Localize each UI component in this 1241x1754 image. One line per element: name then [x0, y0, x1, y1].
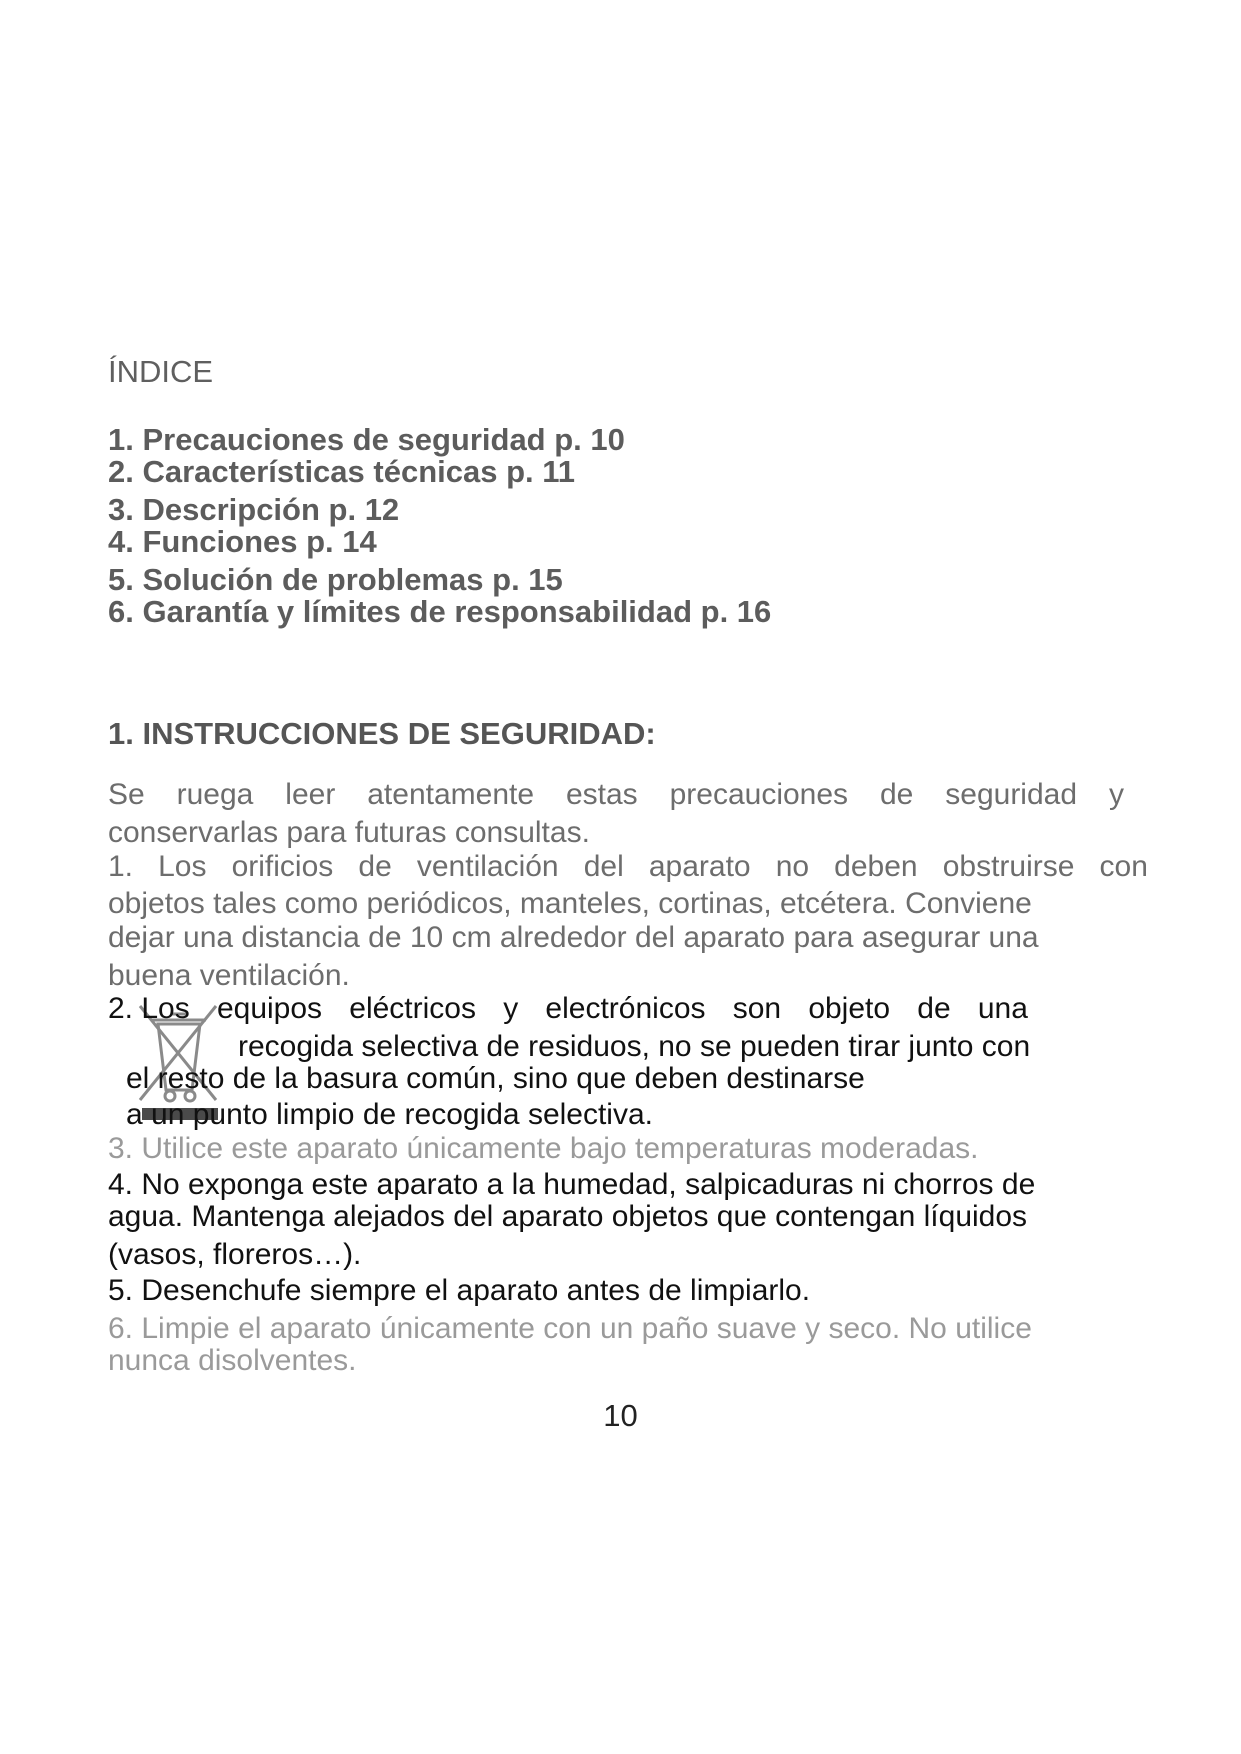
word: ruega: [176, 778, 254, 811]
word: del: [583, 850, 624, 883]
word: equipos: [216, 992, 323, 1025]
word: ventilación: [416, 850, 559, 883]
item3-line: 3. Utilice este aparato únicamente bajo temperaturas moderadas.: [108, 1132, 979, 1165]
toc-item-6: 6. Garantía y límites de responsabilidad p. 16: [108, 594, 772, 629]
word: atentamente: [367, 778, 535, 811]
item4-line-2: agua. Mantenga alejados del aparato objetos que contengan líquidos: [108, 1200, 1028, 1233]
safety-section-title: 1. INSTRUCCIONES DE SEGURIDAD:: [108, 716, 656, 751]
intro-line-1: [108, 780, 1124, 810]
item5-line: 5. Desenchufe siempre el aparato antes de limpiarlo.: [108, 1274, 811, 1307]
item6-line-2: nunca disolventes.: [108, 1344, 357, 1377]
word: aparato: [648, 850, 751, 883]
word: obstruirse: [942, 850, 1075, 883]
word: seguridad: [945, 778, 1078, 811]
toc-item-4: 4. Funciones p. 14: [108, 524, 377, 559]
word: de: [358, 850, 392, 883]
toc-item-3: 3. Descripción p. 12: [108, 492, 400, 527]
word: precauciones: [669, 778, 849, 811]
word: electrónicos: [545, 992, 706, 1025]
word: y: [1108, 778, 1124, 811]
toc-item-2: 2. Características técnicas p. 11: [108, 454, 576, 489]
item1-line-3: dejar una distancia de 10 cm alrededor del aparato para asegurar una: [108, 921, 1039, 954]
item2-line-2: recogida selectiva de residuos, no se pueden tirar junto con: [238, 1030, 1031, 1063]
item1-line-1: [108, 852, 1148, 882]
index-title: ÍNDICE: [108, 354, 214, 389]
word: de: [879, 778, 914, 811]
item4-line-3: (vasos, floreros…).: [108, 1238, 362, 1271]
word: objeto: [808, 992, 891, 1025]
word: 1.: [108, 850, 134, 883]
word: Los: [158, 850, 207, 883]
toc-item-5: 5. Solución de problemas p. 15: [108, 562, 563, 597]
toc-item-1: 1. Precauciones de seguridad p. 10: [108, 422, 625, 457]
word: con: [1099, 850, 1148, 883]
item2-line-3: el resto de la basura común, sino que deben destinarse: [126, 1062, 865, 1095]
item1-line-2: objetos tales como periódicos, manteles, cortinas, etcétera. Conviene: [108, 887, 1032, 920]
item2-line-1: [108, 994, 1028, 1024]
word: no: [775, 850, 810, 883]
word: deben: [834, 850, 918, 883]
item6-line-1: 6. Limpie el aparato únicamente con un paño suave y seco. No utilice: [108, 1312, 1032, 1345]
word: Se: [108, 778, 145, 811]
word: una: [977, 992, 1028, 1025]
word: eléctricos: [349, 992, 476, 1025]
word: y: [503, 992, 519, 1025]
item2-line-4: a un punto limpio de recogida selectiva.: [126, 1098, 653, 1131]
word: son: [732, 992, 782, 1025]
word: 2. Los: [108, 992, 190, 1025]
word: estas: [565, 778, 638, 811]
page-number: 10: [603, 1398, 638, 1433]
item4-line-1: 4. No exponga este aparato a la humedad, salpicaduras ni chorros de: [108, 1168, 1036, 1201]
word: de: [917, 992, 951, 1025]
word: orificios: [231, 850, 334, 883]
word: leer: [285, 778, 336, 811]
item1-line-4: buena ventilación.: [108, 959, 350, 992]
intro-line-2: conservarlas para futuras consultas.: [108, 816, 590, 849]
